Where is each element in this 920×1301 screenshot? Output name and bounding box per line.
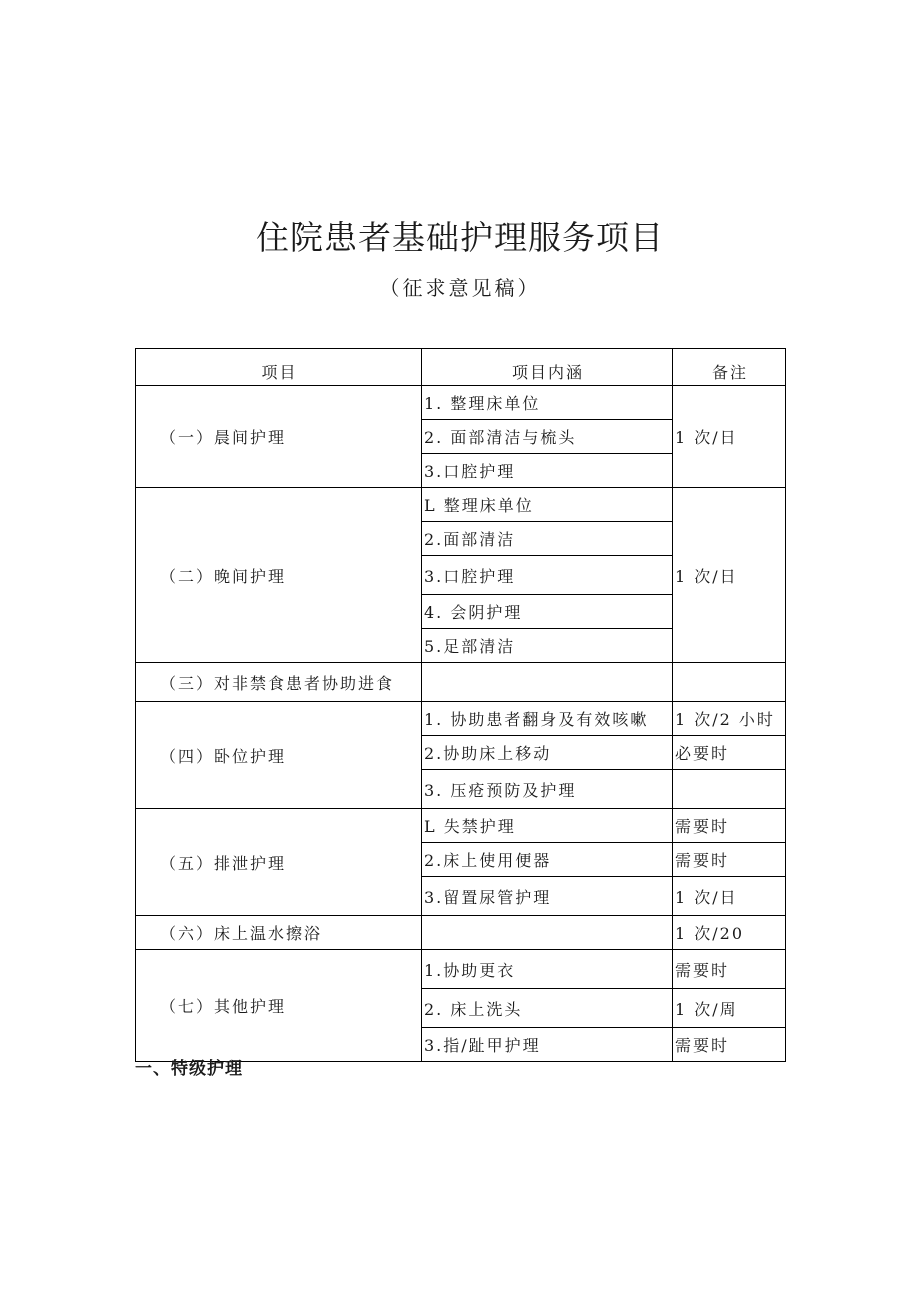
category-cell: （三）对非禁食患者协助进食 <box>136 663 422 702</box>
document-subtitle: （征求意见稿） <box>379 276 541 300</box>
item-cell: 1. 整理床单位 <box>422 386 673 420</box>
item-cell: 4. 会阴护理 <box>422 595 673 629</box>
item-cell: 2.面部清洁 <box>422 522 673 556</box>
category-cell: （五）排泄护理 <box>136 809 422 916</box>
item-cell: 1.协助更衣 <box>422 950 673 989</box>
table-row <box>136 916 786 950</box>
item-cell: 5.足部清洁 <box>422 629 673 663</box>
item-cell: 2. 面部清洁与梳头 <box>422 420 673 454</box>
note-cell <box>673 770 786 809</box>
category-cell: （二）晚间护理 <box>136 488 422 663</box>
table-row <box>136 386 786 420</box>
item-cell: 3.口腔护理 <box>422 454 673 488</box>
header-note: 备注 <box>673 349 786 386</box>
table-row <box>136 663 786 702</box>
item-cell <box>422 663 673 702</box>
item-cell: 3.留置尿管护理 <box>422 877 673 916</box>
note-cell: 1 次/周 <box>673 989 786 1028</box>
section-heading: 一、特级护理 <box>135 1059 243 1079</box>
item-cell: L 整理床单位 <box>422 488 673 522</box>
item-cell: 2.床上使用便器 <box>422 843 673 877</box>
header-item: 项目 <box>136 349 422 386</box>
item-cell: 3. 压疮预防及护理 <box>422 770 673 809</box>
note-cell: 1 次/20 <box>673 916 786 950</box>
note-cell: 1 次/日 <box>673 386 786 488</box>
note-cell <box>673 663 786 702</box>
table-row <box>136 809 786 843</box>
category-cell: （四）卧位护理 <box>136 702 422 809</box>
care-items-table <box>135 348 786 1062</box>
table-header-row <box>136 349 786 386</box>
document-title: 住院患者基础护理服务项目 <box>256 218 664 257</box>
header-content: 项目内涵 <box>422 349 673 386</box>
item-cell: L 失禁护理 <box>422 809 673 843</box>
category-cell: （一）晨间护理 <box>136 386 422 488</box>
note-cell: 需要时 <box>673 809 786 843</box>
table-row <box>136 950 786 989</box>
item-cell: 2.协助床上移动 <box>422 736 673 770</box>
note-cell: 1 次/日 <box>673 488 786 663</box>
note-cell: 需要时 <box>673 1028 786 1062</box>
category-cell: （六）床上温水擦浴 <box>136 916 422 950</box>
item-cell: 3.口腔护理 <box>422 556 673 595</box>
category-cell: （七）其他护理 <box>136 950 422 1062</box>
item-cell: 3.指/趾甲护理 <box>422 1028 673 1062</box>
item-cell <box>422 916 673 950</box>
note-cell: 需要时 <box>673 950 786 989</box>
note-cell: 需要时 <box>673 843 786 877</box>
table-row <box>136 488 786 522</box>
note-cell: 必要时 <box>673 736 786 770</box>
item-cell: 2. 床上洗头 <box>422 989 673 1028</box>
note-cell: 1 次/日 <box>673 877 786 916</box>
note-cell: 1 次/2 小时 <box>673 702 786 736</box>
item-cell: 1. 协助患者翻身及有效咳嗽 <box>422 702 673 736</box>
table-row <box>136 702 786 736</box>
